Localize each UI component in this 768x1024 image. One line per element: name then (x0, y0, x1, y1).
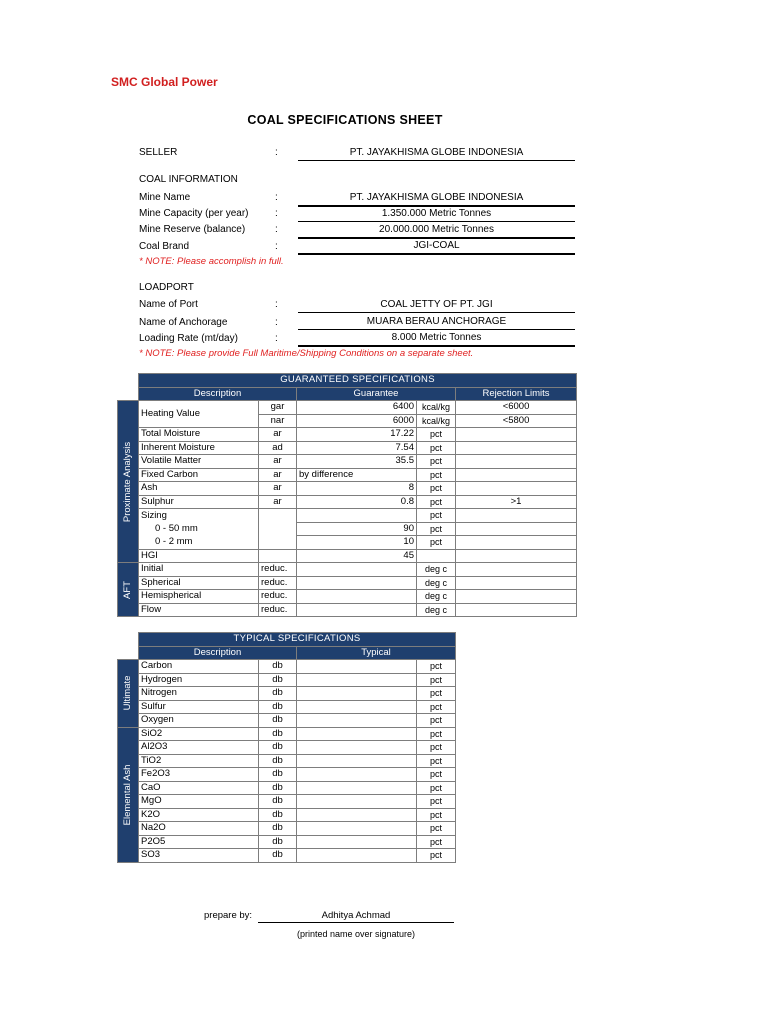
coal-info-heading: COAL INFORMATION (139, 174, 238, 185)
value-cell: 90 (297, 522, 417, 536)
typical-specs-table (117, 632, 456, 863)
guaranteed-title: GUARANTEED SPECIFICATIONS (139, 374, 577, 388)
unit-cell: pct (417, 441, 456, 455)
value-cell: 45 (297, 549, 417, 563)
unit-cell: pct (417, 808, 456, 822)
basis-cell: db (259, 768, 297, 782)
basis-cell: db (259, 808, 297, 822)
mine-name-value: PT. JAYAKHISMA GLOBE INDONESIA (298, 192, 575, 207)
basis-cell: db (259, 727, 297, 741)
preparer-name: Adhitya Achmad (258, 910, 454, 923)
rejection-cell: <6000 (456, 401, 577, 415)
hgi-label: HGI (139, 549, 259, 563)
value-cell: 35.5 (297, 455, 417, 469)
table-row (118, 603, 577, 617)
coal-info-note: * NOTE: Please accomplish in full. (139, 256, 284, 267)
row-label: SO3 (139, 849, 259, 863)
unit-cell: pct (417, 687, 456, 701)
basis-cell: db (259, 660, 297, 674)
mine-name-colon: : (275, 192, 278, 203)
basis-cell: reduc. (259, 603, 297, 617)
anchorage-value: MUARA BERAU ANCHORAGE (298, 316, 575, 330)
basis-cell: db (259, 835, 297, 849)
row-label: Oxygen (139, 714, 259, 728)
value-cell: 10 (297, 536, 417, 550)
value-cell: 8 (297, 482, 417, 496)
table-row (118, 563, 577, 577)
proximate-analysis-group (118, 401, 139, 563)
table-row (118, 660, 456, 674)
row-label: Carbon (139, 660, 259, 674)
value-cell: 0.8 (297, 495, 417, 509)
row-label: TiO2 (139, 754, 259, 768)
table-row (118, 673, 456, 687)
basis-cell: ar (259, 468, 297, 482)
unit-cell: deg c (417, 590, 456, 604)
unit-cell: pct (417, 768, 456, 782)
row-label: Nitrogen (139, 687, 259, 701)
rejection-cell (456, 468, 577, 482)
page-title: COAL SPECIFICATIONS SHEET (247, 113, 443, 127)
basis-cell: db (259, 849, 297, 863)
port-name-value: COAL JETTY OF PT. JGI (298, 299, 575, 313)
col-header-rejection: Rejection Limits (456, 387, 577, 401)
unit-cell: pct (417, 781, 456, 795)
unit-cell: pct (417, 714, 456, 728)
unit-cell: pct (417, 822, 456, 836)
prepare-by-label: prepare by: (204, 910, 253, 921)
unit-cell: pct (417, 495, 456, 509)
basis-cell: db (259, 714, 297, 728)
unit-cell: pct (417, 727, 456, 741)
row-label: SiO2 (139, 727, 259, 741)
heating-value-label: Heating Value (139, 401, 259, 428)
anchorage-colon: : (275, 317, 278, 328)
row-label: P2O5 (139, 835, 259, 849)
unit-cell: deg c (417, 576, 456, 590)
rejection-cell (456, 441, 577, 455)
unit-cell: pct (417, 835, 456, 849)
table-row (118, 822, 456, 836)
basis-cell: db (259, 754, 297, 768)
mine-capacity-value: 1.350.000 Metric Tonnes (298, 208, 575, 222)
row-label: Hydrogen (139, 673, 259, 687)
typical-title: TYPICAL SPECIFICATIONS (139, 633, 456, 647)
table-row (118, 768, 456, 782)
col-header-description: Description (139, 387, 297, 401)
table-row (118, 727, 456, 741)
unit-cell: pct (417, 468, 456, 482)
table-row (118, 495, 577, 509)
unit-cell: pct (417, 673, 456, 687)
sizing-range-label: 0 - 50 mm (139, 522, 259, 536)
value-cell: 7.54 (297, 441, 417, 455)
basis-cell: db (259, 741, 297, 755)
unit-cell: pct (417, 700, 456, 714)
table-row (118, 468, 577, 482)
unit-cell: pct (417, 754, 456, 768)
row-label: Fixed Carbon (139, 468, 259, 482)
unit-cell: pct (417, 795, 456, 809)
row-label: Sulphur (139, 495, 259, 509)
table-row (118, 849, 456, 863)
proximate-analysis-label: Proximate Analysis (122, 441, 133, 522)
row-label: Flow (139, 603, 259, 617)
rejection-cell (456, 455, 577, 469)
table-row (118, 441, 577, 455)
unit-cell: pct (417, 482, 456, 496)
row-label: MgO (139, 795, 259, 809)
table-row (118, 741, 456, 755)
table-row (118, 687, 456, 701)
rejection-cell (456, 482, 577, 496)
mine-reserve-value: 20.000.000 Metric Tonnes (298, 224, 575, 239)
table-row (118, 781, 456, 795)
value-cell: 6400 (297, 401, 417, 415)
loadport-note: * NOTE: Please provide Full Maritime/Shipping Conditions on a separate sheet. (139, 348, 474, 359)
table-row (118, 536, 577, 550)
basis-cell: db (259, 673, 297, 687)
elemental-ash-label: Elemental Ash (122, 764, 133, 825)
basis-cell: ar (259, 455, 297, 469)
row-label: Spherical (139, 576, 259, 590)
mine-capacity-colon: : (275, 208, 278, 219)
basis-cell: gar (259, 401, 297, 415)
unit-cell: pct (417, 455, 456, 469)
col-header-guarantee: Guarantee (297, 387, 456, 401)
coal-brand-label: Coal Brand (139, 241, 190, 252)
ultimate-label: Ultimate (122, 675, 133, 711)
loadport-heading: LOADPORT (139, 282, 194, 293)
table-row (118, 482, 577, 496)
col-header-description: Description (139, 646, 297, 660)
row-label: Inherent Moisture (139, 441, 259, 455)
ultimate-group (118, 660, 139, 728)
value-note-cell: by difference (297, 468, 417, 482)
basis-cell: db (259, 781, 297, 795)
unit-cell: pct (417, 522, 456, 536)
table-row (118, 522, 577, 536)
row-label: Fe2O3 (139, 768, 259, 782)
unit-cell: pct (417, 660, 456, 674)
unit-cell: pct (417, 509, 456, 523)
port-name-label: Name of Port (139, 299, 198, 310)
port-name-colon: : (275, 299, 278, 310)
basis-cell: ar (259, 428, 297, 442)
loading-rate-value: 8.000 Metric Tonnes (298, 332, 575, 347)
table-row (118, 576, 577, 590)
basis-cell: ar (259, 482, 297, 496)
table-row (118, 754, 456, 768)
table-row (118, 455, 577, 469)
row-label: Sulfur (139, 700, 259, 714)
elemental-ash-group (118, 727, 139, 862)
coal-brand-value: JGI-COAL (298, 240, 575, 255)
value-cell: 6000 (297, 414, 417, 428)
table-row (118, 700, 456, 714)
table-row (118, 714, 456, 728)
sizing-label: Sizing (139, 509, 259, 523)
unit-cell: deg c (417, 603, 456, 617)
mine-reserve-colon: : (275, 224, 278, 235)
row-label: Total Moisture (139, 428, 259, 442)
rejection-cell (456, 428, 577, 442)
row-label: Al2O3 (139, 741, 259, 755)
table-row (118, 795, 456, 809)
basis-cell: ad (259, 441, 297, 455)
loading-rate-colon: : (275, 333, 278, 344)
mine-name-label: Mine Name (139, 192, 191, 203)
rejection-cell: >1 (456, 495, 577, 509)
anchorage-label: Name of Anchorage (139, 317, 228, 328)
row-label: Hemispherical (139, 590, 259, 604)
row-label: Initial (139, 563, 259, 577)
signature-note: (printed name over signature) (296, 929, 416, 939)
unit-cell: kcal/kg (417, 414, 456, 428)
seller-value: PT. JAYAKHISMA GLOBE INDONESIA (298, 147, 575, 161)
basis-cell: reduc. (259, 590, 297, 604)
unit-cell: deg c (417, 563, 456, 577)
table-row (118, 428, 577, 442)
unit-cell: pct (417, 849, 456, 863)
aft-group (118, 563, 139, 617)
basis-cell: ar (259, 495, 297, 509)
row-label: CaO (139, 781, 259, 795)
mine-capacity-label: Mine Capacity (per year) (139, 208, 249, 219)
row-label: Na2O (139, 822, 259, 836)
unit-cell: pct (417, 536, 456, 550)
sizing-range-label: 0 - 2 mm (139, 536, 259, 550)
loading-rate-label: Loading Rate (mt/day) (139, 333, 238, 344)
coal-brand-colon: : (275, 241, 278, 252)
basis-cell: db (259, 822, 297, 836)
table-row (118, 590, 577, 604)
row-label: Volatile Matter (139, 455, 259, 469)
basis-cell: db (259, 687, 297, 701)
brand-name: SMC Global Power (111, 75, 218, 89)
table-row (118, 835, 456, 849)
mine-reserve-label: Mine Reserve (balance) (139, 224, 246, 235)
table-row (118, 808, 456, 822)
row-label: K2O (139, 808, 259, 822)
rejection-cell: <5800 (456, 414, 577, 428)
aft-label: AFT (122, 580, 133, 599)
basis-cell: reduc. (259, 563, 297, 577)
value-cell: 17.22 (297, 428, 417, 442)
seller-colon: : (275, 147, 278, 158)
basis-cell: db (259, 700, 297, 714)
guaranteed-specs-table (117, 373, 577, 617)
row-label: Ash (139, 482, 259, 496)
unit-cell: pct (417, 428, 456, 442)
table-row (118, 509, 577, 523)
basis-cell: db (259, 795, 297, 809)
unit-cell: kcal/kg (417, 401, 456, 415)
seller-label: SELLER (139, 147, 178, 158)
basis-cell: nar (259, 414, 297, 428)
unit-cell: pct (417, 741, 456, 755)
table-row (118, 549, 577, 563)
col-header-typical: Typical (297, 646, 456, 660)
basis-cell: reduc. (259, 576, 297, 590)
